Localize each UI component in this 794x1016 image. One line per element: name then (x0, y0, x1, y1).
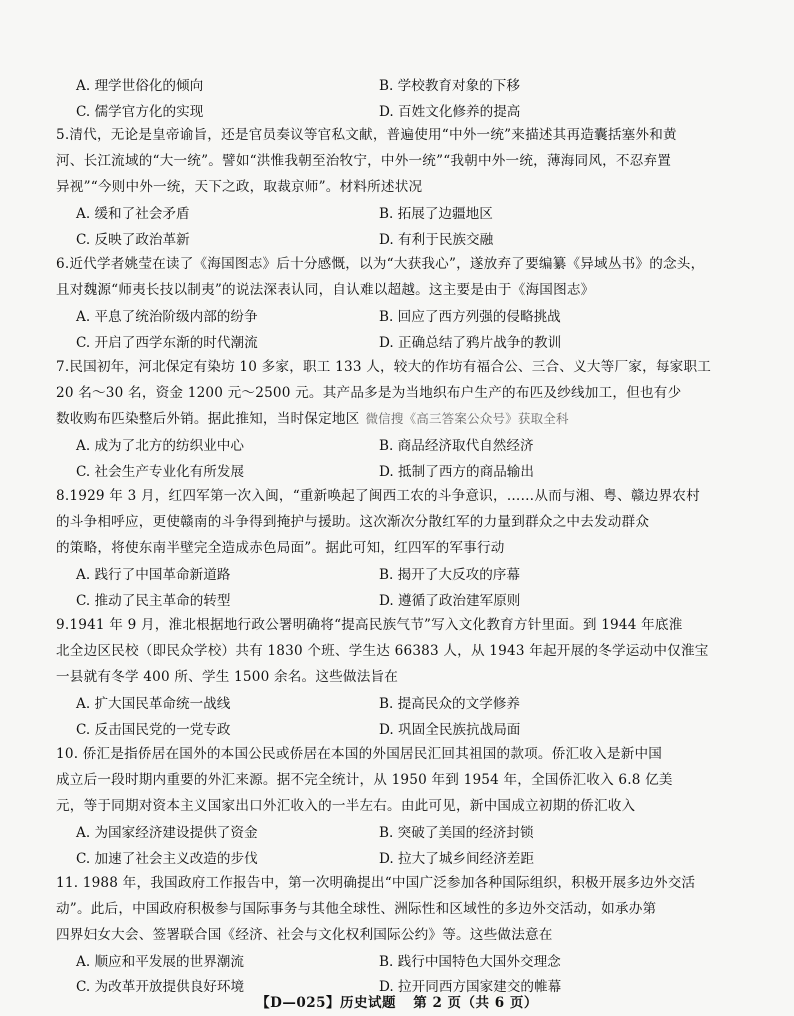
q9-stem-line-2: 北全边区民校（即民众学校）共有 1830 个班、学生达 66383 人，从 1943 年起开展的冬学运动中仅淮宝 (56, 643, 709, 659)
q5-stem-line-3: 异视”“今则中外一统，天下之政，取裁京师”。材料所述状况 (56, 179, 423, 195)
q11-stem-line-3: 四界妇女大会、签署联合国《经济、社会与文化权利国际公约》等。这些做法意在 (56, 927, 553, 943)
q7-option-a: A. 成为了北方的纺织业中心 (76, 438, 244, 454)
q10-option-c: C. 加速了社会主义改造的步伐 (76, 851, 258, 867)
q6-option-b: B. 回应了西方列强的侵略挑战 (379, 309, 561, 325)
exam-code: 【D—025】历史试题 (256, 995, 397, 1011)
q6-option-a: A. 平息了统治阶级内部的纷争 (76, 309, 258, 325)
q8-option-d: D. 遵循了政治建军原则 (379, 593, 521, 609)
q11-option-a: A. 顺应和平发展的世界潮流 (76, 954, 244, 970)
q6-option-c: C. 开启了西学东渐的时代潮流 (76, 335, 258, 351)
q8-stem-line-2: 的斗争相呼应，更使赣南的斗争得到掩护与援助。这次渐次分散红军的力量到群众之中去发动群众 (56, 514, 650, 530)
q7-stem-text: 数收购布匹染整后外销。据此推知，当时保定地区 (56, 411, 360, 427)
q7-option-d: D. 抵制了西方的商品输出 (379, 464, 534, 480)
q9-stem-line-1: 9.1941 年 9 月，淮北根据地行政公署明确将“提高民族气节”写入文化教育方针里面。到 1944 年底淮 (56, 617, 683, 633)
q7-option-c: C. 社会生产专业化有所发展 (76, 464, 245, 480)
q5-option-b: B. 拓展了边疆地区 (379, 206, 493, 222)
q11-option-c: C. 为改革开放提供良好环境 (76, 979, 245, 995)
q11-stem-line-1: 11. 1988 年，我国政府工作报告中，第一次明确提出“中国广泛参加各种国际组织，积极开展多边外交活 (56, 875, 696, 891)
q7-stem-line-1: 7.民国初年，河北保定有染坊 10 多家，职工 133 人，较大的作坊有福合公、三合、义大等厂家，每家职工 (56, 359, 712, 375)
page-number: 第 2 页（共 6 页） (413, 995, 538, 1011)
q8-option-a: A. 践行了中国革命新道路 (76, 567, 231, 583)
q8-stem-line-1: 8.1929 年 3 月，红四军第一次入闽，“重新唤起了闽西工农的斗争意识，……从而与湘、粤、赣边界农村 (56, 488, 700, 504)
q5-stem-line-2: 河、长江流域的“大一统”。譬如“洪惟我朝至治牧宁，中外一统”“我朝中外一统，薄海同风，不忍弃置 (56, 153, 672, 169)
q10-option-b: B. 突破了美国的经济封锁 (379, 825, 534, 841)
q5-option-d: D. 有利于民族交融 (379, 232, 494, 248)
q4-option-b: B. 学校教育对象的下移 (379, 78, 520, 94)
q7-stem-line-2: 20 名～30 名，资金 1200 元～2500 元。其产品多是为当地织布户生产的布匹及纱线加工，但也有少 (56, 385, 682, 401)
q4-option-d: D. 百姓文化修养的提高 (379, 104, 521, 120)
q9-option-c: C. 反击国民党的一党专政 (76, 722, 231, 738)
q8-option-c: C. 推动了民主革命的转型 (76, 593, 231, 609)
q10-stem-line-3: 元，等于同期对资本主义国家出口外汇收入的一半左右。由此可见，新中国成立初期的侨汇收入 (56, 798, 636, 814)
q11-stem-line-2: 动”。此后，中国政府积极参与国际事务与其他全球性、洲际性和区域性的多边外交活动，如承办第 (56, 901, 657, 917)
q9-option-b: B. 提高民众的文学修养 (379, 696, 520, 712)
q7-option-b: B. 商品经济取代自然经济 (379, 438, 534, 454)
q9-option-a: A. 扩大国民革命统一战线 (76, 696, 231, 712)
q6-option-d: D. 正确总结了鸦片战争的教训 (379, 335, 562, 351)
q4-option-c: C. 儒学官方化的实现 (76, 104, 204, 120)
page-footer (0, 991, 794, 1011)
q10-option-d: D. 拉大了城乡间经济差距 (379, 851, 534, 867)
q5-option-a: A. 缓和了社会矛盾 (76, 206, 190, 222)
q9-option-d: D. 巩固全民族抗战局面 (379, 722, 521, 738)
q6-stem-line-1: 6.近代学者姚莹在读了《海国图志》后十分感慨，以为“大获我心”，遂放弃了要编纂《异域丛书》的念头， (56, 256, 705, 272)
q8-stem-line-3: 的策略，将使东南半壁完全造成赤色局面”。据此可知，红四军的军事行动 (56, 540, 505, 556)
q10-option-a: A. 为国家经济建设提供了资金 (76, 825, 258, 841)
q5-stem-line-1: 5.清代，无论是皇帝谕旨，还是官员奏议等官私文献，普遍使用“中外一统”来描述其再造囊括塞外和黄 (56, 127, 677, 143)
q6-stem-line-2: 且对魏源“师夷长技以制夷”的说法深表认同，自认难以超越。这主要是由于《海国图志》 (56, 282, 595, 298)
q4-option-a: A. 理学世俗化的倾向 (76, 78, 204, 94)
q11-option-b: B. 践行中国特色大国外交理念 (379, 954, 561, 970)
watermark-text: 微信搜《高三答案公众号》获取全科 (365, 411, 569, 426)
q8-option-b: B. 揭开了大反攻的序幕 (379, 567, 520, 583)
q10-stem-line-1: 10. 侨汇是指侨居在国外的本国公民或侨居在本国的外国居民汇回其祖国的款项。侨汇收入是新中国 (56, 746, 663, 762)
q9-stem-line-3: 一县就有冬学 400 所、学生 1500 余名。这些做法旨在 (56, 669, 399, 685)
q7-stem-line-3 (56, 408, 750, 430)
q5-option-c: C. 反映了政治革新 (76, 232, 190, 248)
q11-option-d: D. 拉开同西方国家建交的帷幕 (379, 979, 562, 995)
q10-stem-line-2: 成立后一段时期内重要的外汇来源。据不完全统计，从 1950 年到 1954 年，全国侨汇收入 6.8 亿美 (56, 772, 673, 788)
